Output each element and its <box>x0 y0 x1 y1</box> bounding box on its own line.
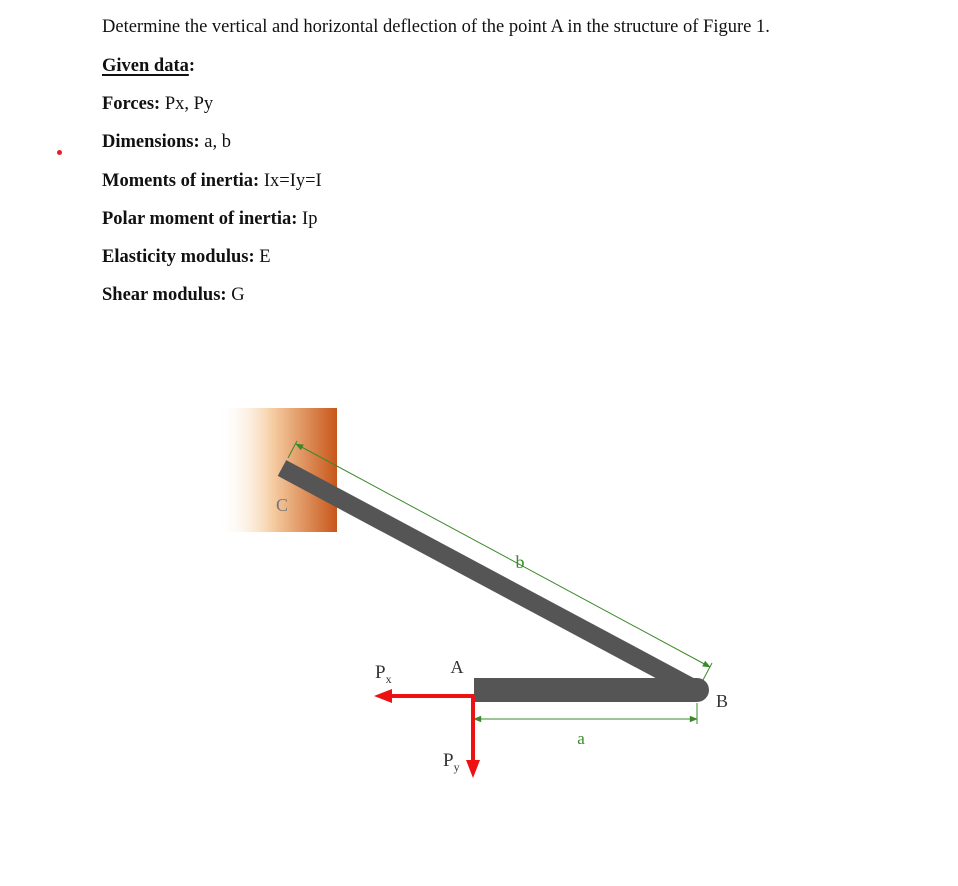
given-item-label: Forces: <box>102 94 161 114</box>
given-item-label: Dimensions: <box>102 132 200 152</box>
given-item-label: Moments of inertia: <box>102 171 260 191</box>
given-item-value: Ix=Iy=I <box>259 171 322 191</box>
force-px-label-subscript: x <box>385 672 392 686</box>
force-px-label-main: P <box>375 662 386 683</box>
force-px-label <box>375 662 392 686</box>
given-item-label: Shear modulus: <box>102 285 227 305</box>
point-a-label: A <box>450 657 464 677</box>
given-data-heading-text: Given data <box>102 56 189 76</box>
dimension-b-line <box>296 444 710 667</box>
force-py-label-subscript: y <box>453 760 460 774</box>
dimension-a-label: a <box>577 729 585 748</box>
problem-statement: Determine the vertical and horizontal deflection of the point A in the structure of Figure 1. <box>102 17 770 37</box>
given-item-label: Polar moment of inertia: <box>102 209 298 229</box>
given-item-value: a, b <box>199 132 231 152</box>
force-px-arrowhead <box>374 689 392 703</box>
force-py-arrowhead <box>466 760 480 778</box>
force-py-label <box>443 750 460 774</box>
beam-joint-b <box>685 678 709 702</box>
given-item-value: E <box>254 247 271 267</box>
beam-member-cb <box>282 468 697 690</box>
given-item-value: G <box>226 285 245 305</box>
point-b-label: B <box>715 691 729 711</box>
point-c-label: C <box>275 495 289 515</box>
given-item-label: Elasticity modulus: <box>102 247 255 267</box>
given-item-value: Ip <box>297 209 318 229</box>
given-item-value: Px, Py <box>160 94 214 114</box>
force-py-label-main: P <box>443 750 454 771</box>
given-data-colon: : <box>188 56 196 76</box>
dimension-b-label: b <box>515 552 525 572</box>
